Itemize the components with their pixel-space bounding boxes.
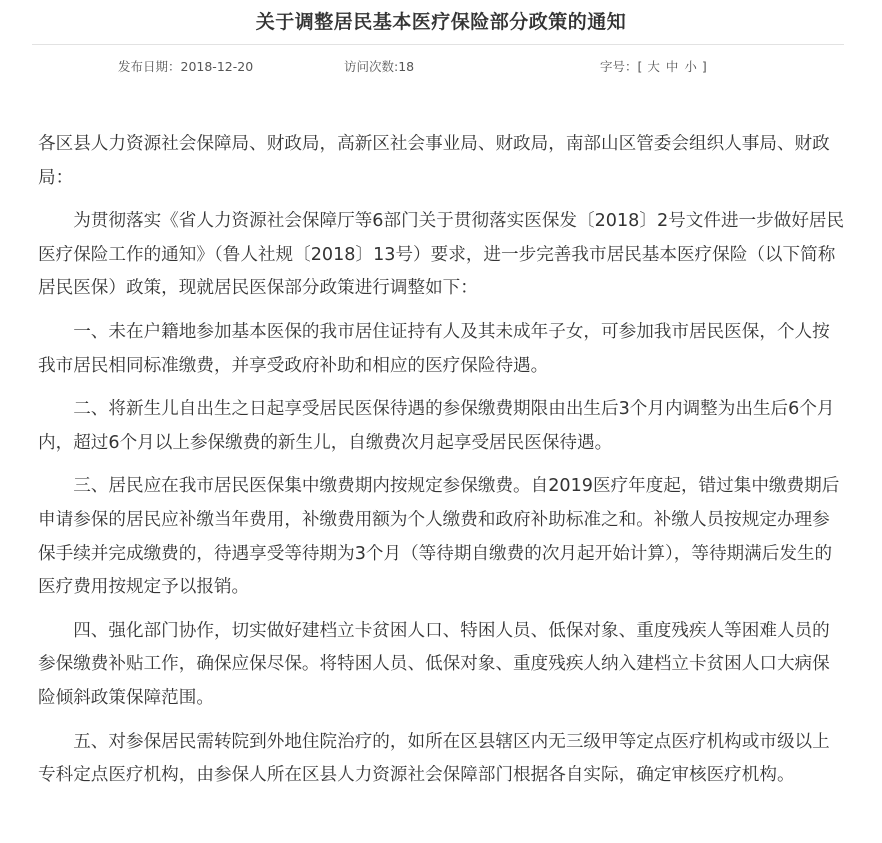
body-paragraph: 三、居民应在我市居民医保集中缴费期内按规定参保缴费。自2019医疗年度起，错过集中缴费期后申请参保的居民应补缴当年费用，补缴费用额为个人缴费和政府补助标准之和。补缴人员按规定办理参保手续并完成缴费的，待遇享受等待期为3个月（等待期自缴费的次月起开始计算），等待期满后发生的医疗费用按规定予以报销。	[38, 476, 840, 598]
publish-date: 发布日期：2018-12-20	[118, 59, 254, 74]
font-size-large-link[interactable]: 大	[647, 59, 660, 74]
salutation: 各区县人力资源社会保障局、财政局，高新区社会事业局、财政局，南部山区管委会组织人事局、财政局：	[38, 134, 830, 188]
article-title: 关于调整居民基本医疗保险部分政策的通知	[255, 11, 627, 33]
title-divider	[32, 44, 844, 45]
article-body	[38, 128, 846, 803]
font-size-label: 字号：	[600, 59, 638, 74]
font-size-small-link[interactable]: 小	[684, 59, 697, 74]
body-paragraph: 一、未在户籍地参加基本医保的我市居住证持有人及其未成年子女，可参加我市居民医保，个人按我市居民相同标准缴费，并享受政府补助和相应的医疗保险待遇。	[38, 321, 830, 376]
font-size-bracket-open: [	[637, 59, 643, 74]
body-paragraph: 二、将新生儿自出生之日起享受居民医保待遇的参保缴费期限由出生后3个月内调整为出生后6个月内，超过6个月以上参保缴费的新生儿，自缴费次月起享受居民医保待遇。	[38, 399, 835, 453]
body-paragraph: 为贯彻落实《省人力资源社会保障厅等6部门关于贯彻落实医保发〔2018〕2号文件进一步做好居民医疗保险工作的通知》（鲁人社规〔2018〕13号）要求，进一步完善我市居民基本医疗保险（以下简称居民医保）政策，现就居民医保部分政策进行调整如下：	[38, 211, 845, 299]
font-size-bracket-close: ]	[701, 59, 707, 74]
visit-count: 访问次数:18	[344, 59, 415, 74]
font-size-control	[600, 58, 707, 76]
body-paragraph: 五、对参保居民需转院到外地住院治疗的，如所在区县辖区内无三级甲等定点医疗机构或市级以上专科定点医疗机构，由参保人所在区县人力资源社会保障部门根据各自实际，确定审核医疗机构。	[38, 731, 830, 786]
font-size-medium-link[interactable]: 中	[665, 59, 679, 74]
body-paragraph: 四、强化部门协作，切实做好建档立卡贫困人口、特困人员、低保对象、重度残疾人等困难人员的参保缴费补贴工作，确保应保尽保。将特困人员、低保对象、重度残疾人纳入建档立卡贫困人口大病保险倾斜政策保障范围。	[38, 620, 830, 708]
